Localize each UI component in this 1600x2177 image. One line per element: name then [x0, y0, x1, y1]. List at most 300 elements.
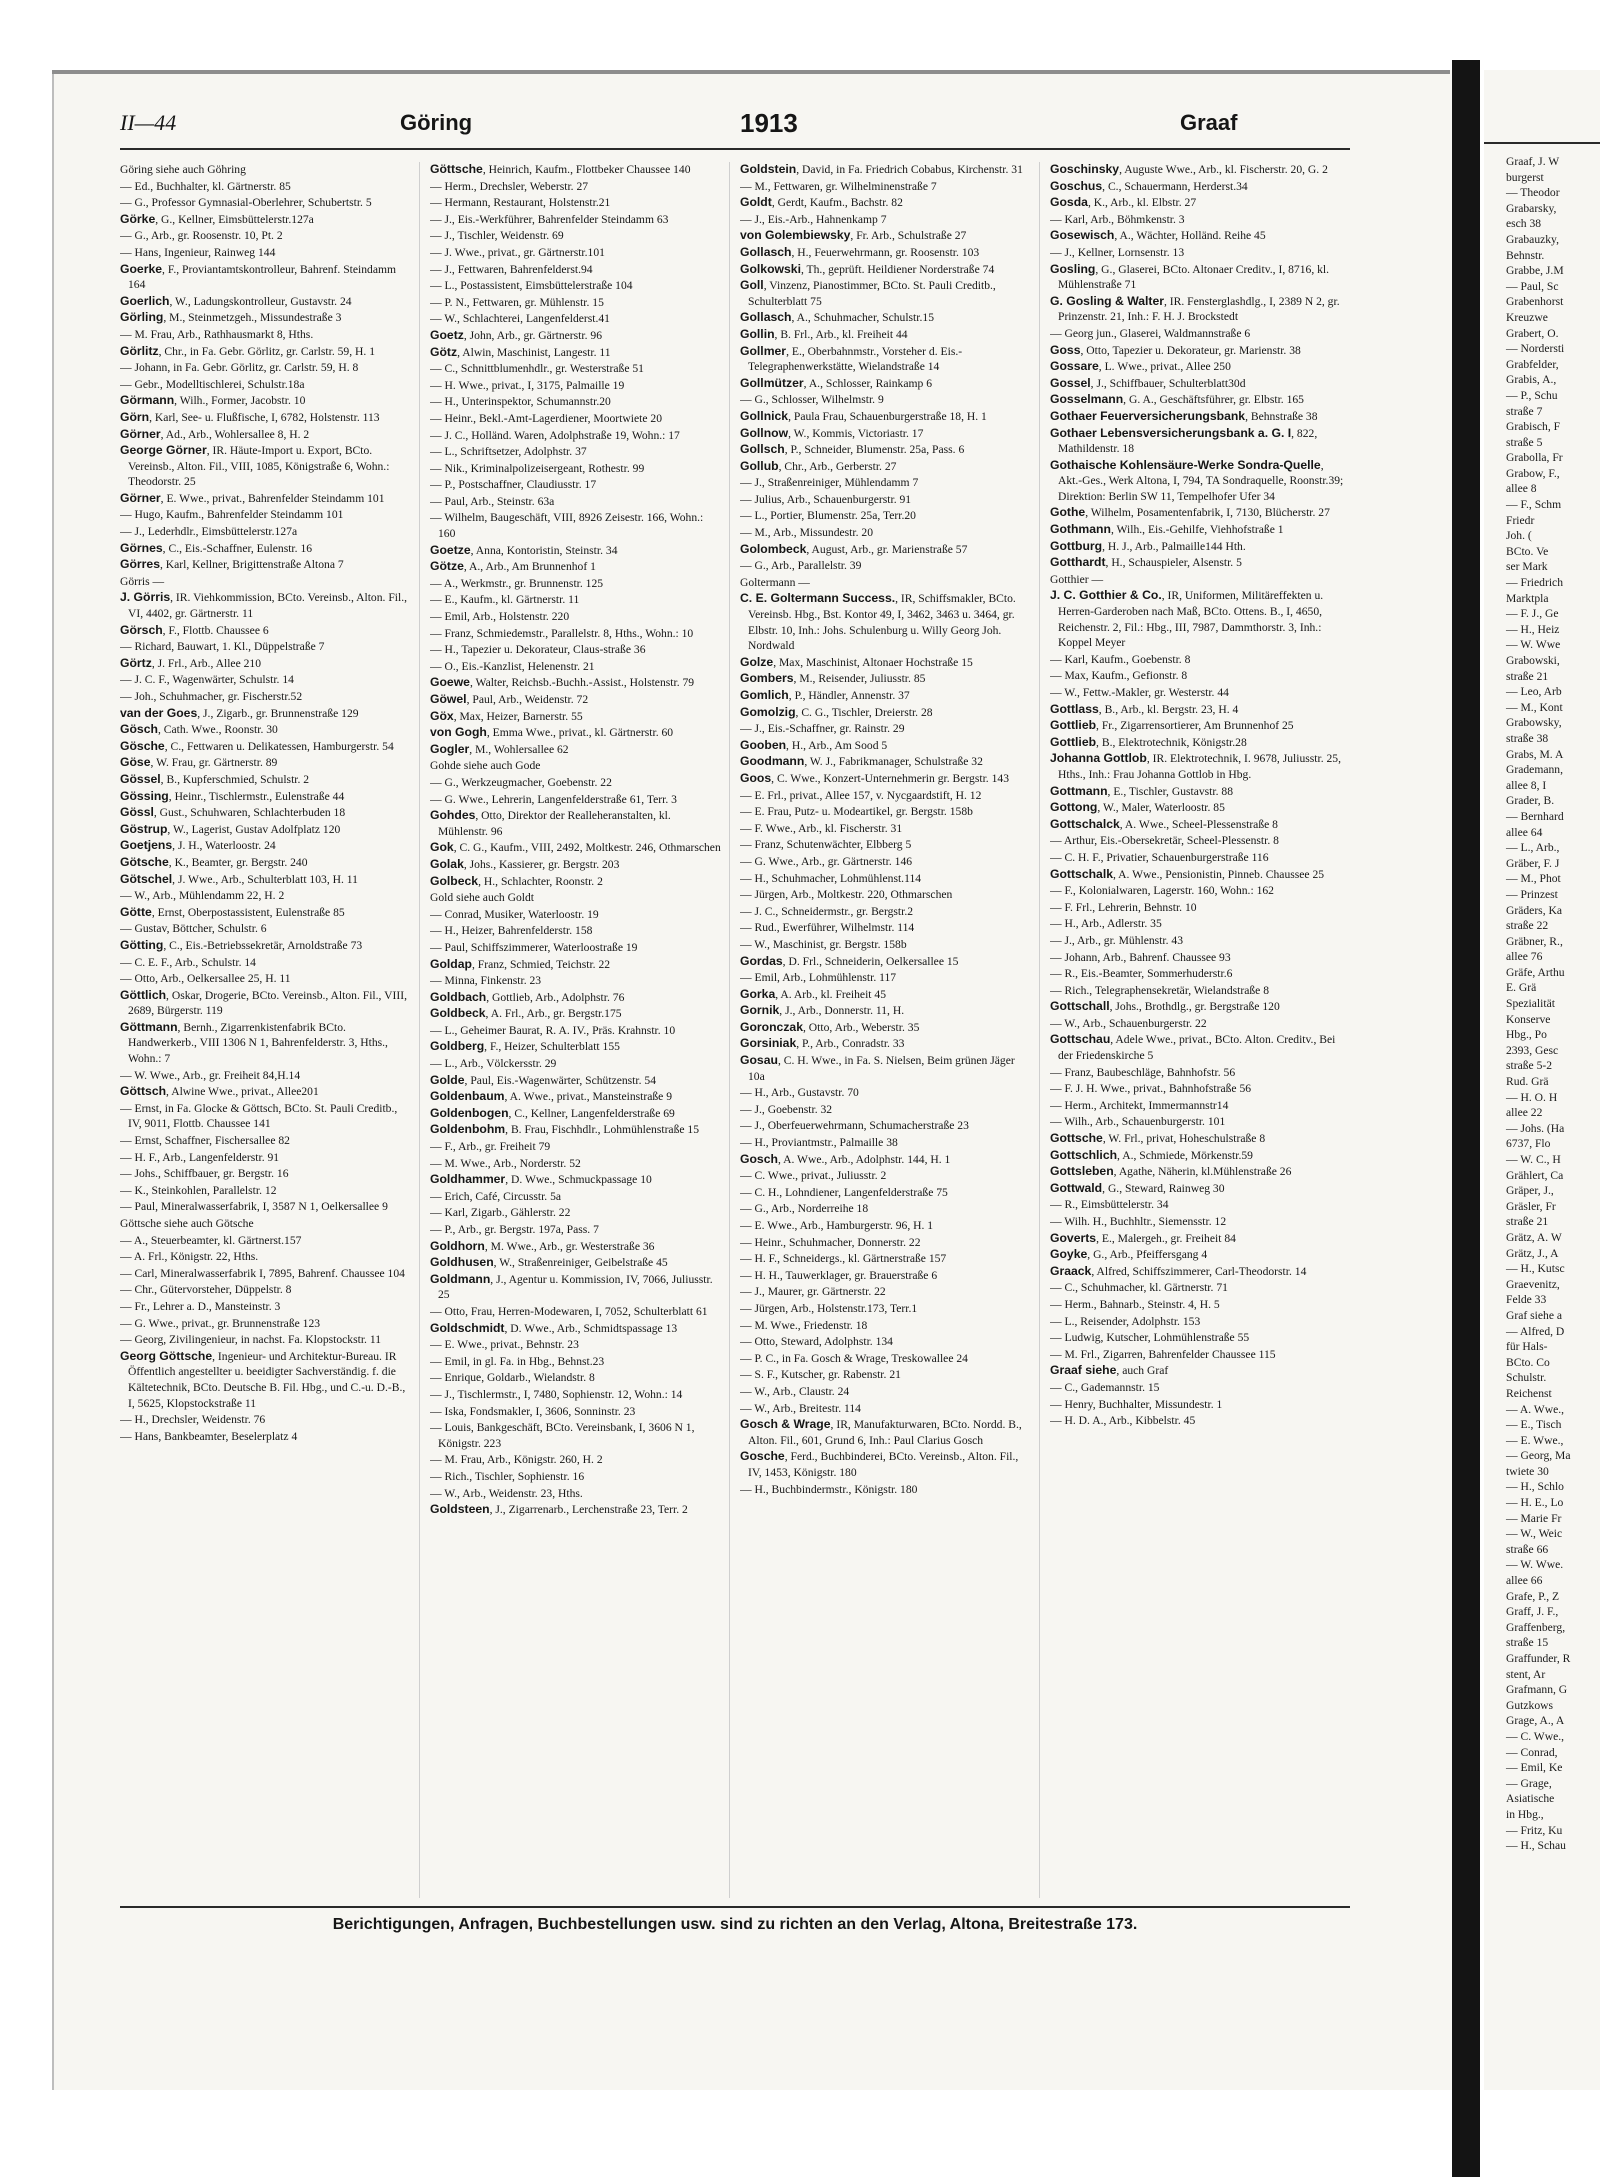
- next-page-line: E. Grä: [1506, 981, 1537, 995]
- directory-entry: — Iska, Fondsmakler, I, 3606, Sonninstr. 23: [430, 1404, 636, 1418]
- directory-column-2: [430, 162, 730, 1898]
- directory-entry: Goldenbaum, A. Wwe., privat., Mansteinstraße 9: [430, 1089, 673, 1104]
- next-page-line: Grabs, M. A: [1506, 747, 1564, 761]
- next-page-line: straße 5: [1506, 435, 1543, 449]
- directory-entry: — J., Kellner, Lornsenstr. 13: [1050, 245, 1185, 259]
- directory-entry: Göttsche siehe auch Götsche: [120, 1217, 254, 1230]
- directory-entry: — Johann, in Fa. Gebr. Görlitz, gr. Carlstr. 59, H. 8: [120, 361, 359, 375]
- directory-entry: Goerke, F., Proviantamtskontrolleur, Bahrenf. Steindamm 164: [120, 261, 397, 292]
- directory-entry: — W., Arb., Mühlendamm 22, H. 2: [120, 889, 285, 903]
- directory-entry: — J., Goebenstr. 32: [740, 1102, 833, 1116]
- directory-entry: — J., Fettwaren, Bahrenfelderst.94: [430, 262, 593, 276]
- directory-entry: Goos, C. Wwe., Konzert-Unternehmerin gr. Bergstr. 143: [740, 770, 1009, 785]
- directory-entry: — Minna, Finkenstr. 23: [430, 974, 542, 988]
- directory-entry: — G. Wwe., Arb., gr. Gärtnerstr. 146: [740, 854, 913, 868]
- directory-entry: — Wilhelm, Baugeschäft, VIII, 8926 Zeisestr. 166, Wohn.: 160: [430, 511, 704, 541]
- page-number: II—44: [120, 110, 177, 135]
- next-page-line: Grabert, O.: [1506, 326, 1559, 340]
- next-page-line: Schulstr.: [1506, 1371, 1547, 1385]
- directory-entry: Gottlass, B., Arb., kl. Bergstr. 23, H. 4: [1050, 701, 1239, 716]
- directory-entry: Gosselmann, G. A., Geschäftsführer, gr. Elbstr. 165: [1050, 392, 1304, 407]
- directory-entry: Gothaische Kohlensäure-Werke Sondra-Quelle, Akt.-Ges., Werk Altona, I, 794, TA Sondraquelle, Roonstr.39; Direktion: Berlin SW 11, Tempelhofer Ufer 34: [1050, 457, 1344, 503]
- directory-entry: — E., Kaufm., kl. Gärtnerstr. 11: [430, 593, 580, 607]
- next-page-line: straße 5-2: [1506, 1059, 1553, 1073]
- directory-entry: — Louis, Bankgeschäft, BCto. Vereinsbank, I, 3606 N 1, Königstr. 223: [430, 1421, 695, 1450]
- directory-entry: — Herm., Architekt, Immermannstr14: [1050, 1098, 1229, 1112]
- next-page-line: Rud. Grä: [1506, 1075, 1549, 1089]
- next-page-line: — W. Wwe.: [1506, 1558, 1564, 1572]
- directory-entry: — Rich., Tischler, Sophienstr. 16: [430, 1469, 585, 1483]
- directory-entry: Graaf siehe, auch Graf: [1050, 1363, 1169, 1378]
- directory-entry: Gollmützer, A., Schlosser, Rainkamp 6: [740, 375, 933, 390]
- directory-entry: — Fr., Lehrer a. D., Mansteinstr. 3: [120, 1299, 281, 1313]
- directory-entry: Götze, A., Arb., Am Brunnenhof 1: [430, 559, 596, 574]
- directory-entry: Göx, Max, Heizer, Barnerstr. 55: [430, 708, 583, 723]
- directory-entry: Gollub, Chr., Arb., Gerberstr. 27: [740, 458, 897, 473]
- directory-entry: — Max, Kaufm., Gefionstr. 8: [1050, 669, 1188, 683]
- directory-entry: Golkowski, Th., geprüft. Heildiener Norderstraße 74: [740, 261, 995, 276]
- next-page-line: allee 64: [1506, 825, 1543, 839]
- directory-entry: — R., Eis.-Beamter, Sommerhuderstr.6: [1050, 967, 1233, 981]
- next-page-line: — A. Wwe.,: [1506, 1402, 1565, 1416]
- directory-entry: — H., Drechsler, Weidenstr. 76: [120, 1413, 266, 1427]
- header-first-name: Göring: [400, 110, 473, 135]
- directory-entry: von Golembiewsky, Fr. Arb., Schulstraße 27: [740, 228, 967, 243]
- directory-entry: Gottsche, W. Frl., privat, Hoheschulstraße 8: [1050, 1131, 1266, 1146]
- next-page-line: Kreuzwe: [1506, 310, 1548, 324]
- directory-entry: — Emil, in gl. Fa. in Hbg., Behnst.23: [430, 1354, 605, 1368]
- directory-entry: Gollasch, A., Schuhmacher, Schulstr.15: [740, 310, 934, 325]
- directory-entry: Goyke, G., Arb., Pfeiffersgang 4: [1050, 1247, 1208, 1262]
- directory-entry: — Emil, Arb., Holstenstr. 220: [430, 610, 570, 624]
- directory-entry: Goldbeck, A. Frl., Arb., gr. Bergstr.175: [430, 1006, 622, 1021]
- directory-entry: — F. Wwe., Arb., kl. Fischerstr. 31: [740, 821, 903, 835]
- directory-entry: — C. Wwe., privat., Juliusstr. 2: [740, 1169, 887, 1183]
- directory-entry: — J., Eis.-Schaffner, gr. Rainstr. 29: [740, 722, 905, 736]
- directory-entry: — M. Wwe., Arb., Norderstr. 52: [430, 1156, 581, 1170]
- directory-entry: — H., Heizer, Bahrenfelderstr. 158: [430, 924, 593, 938]
- directory-entry: Gollnow, W., Kommis, Victoriastr. 17: [740, 425, 924, 440]
- next-page-line: Grabfelder,: [1506, 357, 1559, 371]
- directory-entry: — Franz, Schutenwächter, Elbberg 5: [740, 838, 912, 852]
- next-page-line: Grabenhorst: [1506, 295, 1564, 309]
- next-page-line: Grademann,: [1506, 763, 1563, 777]
- next-page-line: — Friedrich: [1506, 576, 1563, 590]
- directory-entry: Gohdes, Otto, Direktor der Realleheranstalten, kl. Mühlenstr. 96: [430, 808, 671, 838]
- directory-entry: — Paul, Arb., Steinstr. 63a: [430, 494, 555, 508]
- next-page-line: straße 66: [1506, 1542, 1549, 1556]
- directory-entry: Gorsiniak, P., Arb., Conradstr. 33: [740, 1036, 905, 1051]
- directory-entry: — M., Fettwaren, gr. Wilhelminenstraße 7: [740, 179, 937, 193]
- directory-entry: — J., Maurer, gr. Gärtnerstr. 22: [740, 1285, 886, 1299]
- directory-entry: — Otto, Steward, Adolphstr. 134: [740, 1335, 893, 1349]
- next-page-line: Grabbe, J.M: [1506, 264, 1564, 278]
- directory-entry: Goetjens, J. H., Waterloostr. 24: [120, 838, 276, 853]
- directory-entry: Gösche, C., Fettwaren u. Delikatessen, Hamburgerstr. 54: [120, 738, 394, 753]
- directory-entry: — H. F., Arb., Langenfelderstr. 91: [120, 1150, 280, 1164]
- book-gutter: [1452, 60, 1480, 2177]
- directory-entry: — H., Arb., Adlerstr. 35: [1050, 917, 1162, 931]
- next-page-line: — E. Wwe.,: [1506, 1433, 1564, 1447]
- next-page-line: — H., Heiz: [1506, 622, 1560, 636]
- directory-entry: — Johs., Schiffbauer, gr. Bergstr. 16: [120, 1167, 289, 1181]
- next-page-line: ser Mark: [1506, 560, 1548, 574]
- next-page-line: Grählert, Ca: [1506, 1168, 1564, 1182]
- directory-entry: — W., Arb., Breitestr. 114: [740, 1401, 861, 1415]
- directory-entry: — Heinr., Schuhmacher, Donnerstr. 22: [740, 1235, 921, 1249]
- directory-entry: — Gebr., Modelltischlerei, Schulstr.18a: [120, 377, 305, 391]
- directory-entry: — C., Gademannstr. 15: [1050, 1380, 1160, 1394]
- next-page-line: straße 21: [1506, 1215, 1549, 1229]
- directory-entry: Göttmann, Bernh., Zigarrenkistenfabrik BCto. Handwerkerb., VIII 1306 N 1, Bahrenfelderstr. 3, Hths., Wohn.: 7: [120, 1019, 388, 1066]
- directory-entry: — E. Wwe., Arb., Hamburgerstr. 96, H. 1: [740, 1219, 934, 1232]
- next-page-line: Hbg., Po: [1506, 1028, 1547, 1042]
- next-page-line: twiete 30: [1506, 1464, 1549, 1478]
- directory-entry: Golombeck, August, Arb., gr. Marienstraße 57: [740, 541, 968, 556]
- directory-entry: — M. Frau, Arb., Königstr. 260, H. 2: [430, 1453, 603, 1467]
- directory-entry: Goldstein, David, in Fa. Friedrich Cobabus, Kirchenstr. 31: [740, 162, 1023, 176]
- next-page-line: Asiatische: [1506, 1792, 1555, 1806]
- directory-entry: — J. C., Holländ. Waren, Adolphstraße 19, Wohn.: 17: [430, 428, 680, 442]
- directory-entry: — Chr., Gütervorsteher, Düppelstr. 8: [120, 1283, 292, 1297]
- next-page-line: — L., Arb.,: [1506, 841, 1560, 855]
- directory-entry: Görres, Karl, Kellner, Brigittenstraße Altona 7: [120, 557, 344, 572]
- next-page-line: Gräber, F. J: [1506, 856, 1560, 870]
- directory-entry: Gossel, J., Schiffbauer, Schulterblatt30d: [1050, 375, 1246, 390]
- next-page-line: — W. C., H: [1506, 1153, 1561, 1166]
- directory-entry: Goldschmidt, D. Wwe., Arb., Schmidtspassage 13: [430, 1320, 678, 1335]
- directory-entry: Gomlich, P., Händler, Annenstr. 37: [740, 688, 910, 702]
- directory-entry: — Karl, Arb., Böhmkenstr. 3: [1050, 212, 1185, 226]
- next-page-line: Grabarsky,: [1506, 201, 1557, 215]
- directory-entry: Gottschalk, A. Wwe., Pensionistin, Pinneb. Chaussee 25: [1050, 866, 1325, 881]
- directory-entry: — Rich., Telegraphensekretär, Wielandstraße 8: [1050, 983, 1269, 997]
- directory-entry: — J., Lederhdlr., Eimsbüttelerstr.127a: [120, 525, 298, 539]
- directory-entry: Goronczak, Otto, Arb., Weberstr. 35: [740, 1019, 920, 1034]
- directory-entry: — J., Eis.-Arb., Hahnenkamp 7: [740, 212, 887, 226]
- directory-entry: — O., Eis.-Kanzlist, Helenenstr. 21: [430, 659, 595, 673]
- next-page-line: — C. Wwe.,: [1506, 1729, 1565, 1743]
- directory-entry: — Emil, Arb., Lohmühlenstr. 117: [740, 971, 897, 985]
- directory-entry: — J. C., Schneidermstr., gr. Bergstr.2: [740, 904, 914, 918]
- next-page-line: Graffunder, R: [1506, 1652, 1571, 1665]
- directory-entry: Gollnick, Paula Frau, Schauenburgerstraße 18, H. 1: [740, 408, 987, 423]
- directory-entry: — C. H. F., Privatier, Schauenburgerstraße 116: [1050, 850, 1269, 864]
- directory-entry: — Wilh. H., Buchhltr., Siemensstr. 12: [1050, 1215, 1227, 1228]
- directory-entry: Gotthardt, H., Schauspieler, Alsenstr. 5: [1050, 555, 1242, 570]
- directory-entry: Gottsleben, Agathe, Näherin, kl.Mühlenstraße 26: [1050, 1164, 1292, 1179]
- next-page-line: — F. J., Ge: [1506, 607, 1559, 621]
- directory-entry: — Jürgen, Arb., Moltkestr. 220, Othmarschen: [740, 888, 953, 902]
- directory-entry: — Hans, Ingenieur, Rainweg 144: [120, 245, 276, 259]
- directory-entry: Gössel, B., Kupferschmied, Schulstr. 2: [120, 771, 310, 786]
- next-page-line: — H., Schau: [1506, 1839, 1566, 1853]
- next-page-line: Grabowsky,: [1506, 716, 1562, 730]
- next-page-line: Friedr: [1506, 513, 1535, 527]
- directory-entry: — F., Arb., gr. Freiheit 79: [430, 1140, 551, 1154]
- directory-entry: — G., Schlosser, Wilhelmstr. 9: [740, 393, 884, 407]
- directory-entry: Johanna Gottlob, IR. Elektrotechnik, I. 9678, Juliusstr. 25, Hths., Inh.: Frau Johanna Gottlob in Hbg.: [1050, 751, 1342, 781]
- directory-entry: Goetze, Anna, Kontoristin, Steinstr. 34: [430, 542, 618, 557]
- directory-entry: — G. Wwe., privat., gr. Brunnenstraße 123: [120, 1316, 321, 1330]
- next-page-line: burgerst: [1506, 170, 1544, 184]
- directory-entry: — J., Oberfeuerwehrmann, Schumacherstraße 23: [740, 1119, 969, 1133]
- directory-entry: — Julius, Arb., Schauenburgerstr. 91: [740, 492, 912, 506]
- next-page-line: Gutzkows: [1506, 1698, 1554, 1712]
- directory-entry: — Joh., Schuhmacher, gr. Fischerstr.52: [120, 690, 303, 703]
- directory-entry: — Herm., Drechsler, Weberstr. 27: [430, 179, 589, 193]
- directory-entry: Goltermann —: [740, 575, 810, 589]
- directory-entry: G. Gosling & Walter, IR. Fensterglashdlg., I, 2389 N 2, gr. Prinzenstr. 21, Inh.: F. H. J. Brockstedt: [1050, 293, 1340, 324]
- next-page-line: — E., Tisch: [1506, 1418, 1562, 1432]
- directory-entry: — C., Schnittblumenhdlr., gr. Westerstraße 51: [430, 362, 644, 376]
- directory-entry: — Erich, Café, Circusstr. 5a: [430, 1189, 562, 1203]
- directory-entry: — F. Frl., Lehrerin, Behnstr. 10: [1050, 900, 1197, 914]
- next-page-line: straße 38: [1506, 731, 1549, 745]
- next-page-line: Grader, B.: [1506, 794, 1555, 808]
- directory-entry: — Hermann, Restaurant, Holstenstr.21: [430, 196, 611, 210]
- directory-entry: Gosche, Ferd., Buchbinderei, BCto. Vereinsb., Alton. Fil., IV, 1453, Königstr. 180: [740, 1449, 1019, 1479]
- directory-entry: — W., Arb., Schauenburgerstr. 22: [1050, 1016, 1207, 1030]
- directory-entry: — F. J. H. Wwe., privat., Bahnhofstraße 56: [1050, 1082, 1252, 1096]
- directory-entry: — M. Frl., Zigarren, Bahrenfelder Chaussee 115: [1050, 1347, 1276, 1361]
- next-page-line: — W., Weic: [1506, 1527, 1563, 1541]
- next-page-line: — Grage,: [1506, 1776, 1552, 1790]
- directory-columns: [120, 162, 1350, 1898]
- directory-entry: — E. Wwe., privat., Behnstr. 23: [430, 1338, 579, 1352]
- directory-entry: Görmann, Wilh., Former, Jacobstr. 10: [120, 393, 306, 408]
- directory-entry: Gottschlich, A., Schmiede, Mörkenstr.59: [1050, 1147, 1253, 1162]
- directory-entry: Gosewisch, A., Wächter, Holländ. Reihe 45: [1050, 228, 1266, 243]
- directory-entry: Gornik, J., Arb., Donnerstr. 11, H.: [740, 1003, 905, 1018]
- directory-entry: — M., Arb., Missundestr. 20: [740, 526, 874, 540]
- next-page-line: — Marie Fr: [1506, 1511, 1562, 1525]
- publisher-notice: Berichtigungen, Anfragen, Buchbestellungen usw. sind zu richten an den Verlag, Altona, Breitestraße 173.: [120, 1906, 1350, 1938]
- next-page-line: in Hbg.,: [1506, 1807, 1544, 1821]
- next-page-line: Grabis, A.,: [1506, 373, 1557, 387]
- next-page-line: Graff, J. F.,: [1506, 1605, 1559, 1619]
- next-page-line: — Bernhard: [1506, 809, 1564, 823]
- directory-entry: — Richard, Bauwart, 1. Kl., Düppelstraße 7: [120, 640, 325, 654]
- directory-entry: Götting, C., Eis.-Betriebssekretär, Arnoldstraße 73: [120, 937, 363, 952]
- next-page-line: — M., Phot: [1506, 872, 1561, 886]
- directory-entry: — H. Wwe., privat., I, 3175, Palmaille 19: [430, 378, 625, 392]
- next-page-line: Grabowski,: [1506, 654, 1560, 667]
- next-page-lines: [1484, 154, 1600, 1854]
- directory-entry: — P., Postschaffner, Claudiusstr. 17: [430, 478, 597, 492]
- next-page-line: — H., Kutsc: [1506, 1262, 1565, 1276]
- directory-entry: Göttsche, Heinrich, Kaufm., Flottbeker Chaussee 140: [430, 162, 691, 176]
- directory-entry: Görlitz, Chr., in Fa. Gebr. Görlitz, gr. Carlstr. 59, H. 1: [120, 343, 375, 358]
- directory-entry: Götte, Ernst, Oberpostassistent, Eulenstraße 85: [120, 904, 345, 919]
- directory-entry: — Ernst, in Fa. Glocke & Göttsch, BCto. St. Pauli Creditb., IV, 9011, Flottb. Chaussee 141: [120, 1101, 398, 1131]
- directory-entry: Görtz, J. Frl., Arb., Allee 210: [120, 655, 262, 670]
- next-page-line: allee 8: [1506, 482, 1537, 496]
- directory-entry: Goldt, Gerdt, Kaufm., Bachstr. 82: [740, 195, 903, 210]
- directory-entry: — F., Kolonialwaren, Lagerstr. 160, Wohn.: 162: [1050, 884, 1274, 898]
- next-page-line: Gräper, J.,: [1506, 1184, 1554, 1198]
- directory-entry: Gosch & Wrage, IR, Manufakturwaren, BCto. Nordd. B., Alton. Fil., 601, Grund 6, Inh.: Paul Clarius Gosch: [740, 1417, 1022, 1447]
- next-page-line: Grabow, F.,: [1506, 466, 1560, 480]
- directory-entry: Gosda, K., Arb., kl. Elbstr. 27: [1050, 195, 1197, 210]
- next-page-line: 2393, Gesc: [1506, 1043, 1559, 1057]
- directory-entry: — J. C. F., Wagenwärter, Schulstr. 14: [120, 673, 294, 687]
- directory-entry: — H., Arb., Gustavstr. 70: [740, 1086, 859, 1100]
- directory-entry: Goldhammer, D. Wwe., Schmuckpassage 10: [430, 1172, 652, 1187]
- directory-entry: — H., Schuhmacher, Lohmühlenst.114: [740, 871, 922, 885]
- directory-entry: Görn, Karl, See- u. Flußfische, I, 6782, Holstenstr. 113: [120, 409, 380, 424]
- directory-entry: — K., Steinkohlen, Parallelstr. 12: [120, 1183, 277, 1197]
- directory-entry: Gothe, Wilhelm, Posamentenfabrik, I, 7130, Blücherstr. 27: [1050, 505, 1330, 520]
- directory-column-3: [740, 162, 1040, 1898]
- header-last-name: Graaf: [1180, 110, 1238, 135]
- directory-entry: Goldhusen, W., Straßenreiniger, Geibelstraße 45: [430, 1255, 668, 1270]
- directory-entry: George Görner, IR. Häute-Import u. Export, BCto. Vereinsb., Alton. Fil., VIII, 1085, Königstraße 6, Wohn.: Theodorstr. 25: [120, 443, 390, 489]
- directory-entry: Göttlich, Oskar, Drogerie, BCto. Vereinsb., Alton. Fil., VIII, 2689, Bürgerstr. 119: [120, 987, 407, 1018]
- directory-entry: — Nik., Kriminalpolizeisergeant, Rothestr. 99: [430, 461, 645, 475]
- directory-entry: — H., Unterinspektor, Schumannstr.20: [430, 395, 611, 409]
- directory-entry: Graack, Alfred, Schiffszimmerer, Carl-Theodorstr. 14: [1050, 1263, 1307, 1278]
- directory-entry: Gösch, Cath. Wwe., Roonstr. 30: [120, 722, 278, 737]
- directory-entry: Goldsteen, J., Zigarrenarb., Lerchenstraße 23, Terr. 2: [430, 1502, 688, 1517]
- next-page-line: — F., Schm: [1506, 498, 1562, 512]
- next-page-line: — Leo, Arb: [1506, 685, 1562, 699]
- directory-entry: — Otto, Frau, Herren-Modewaren, I, 7052, Schulterblatt 61: [430, 1304, 708, 1318]
- directory-entry: — Hans, Bankbeamter, Beselerplatz 4: [120, 1429, 298, 1443]
- directory-entry: — E. Frl., privat., Allee 157, v. Nycgaardstift, H. 12: [740, 788, 982, 802]
- directory-entry: Göse, W. Frau, gr. Gärtnerstr. 89: [120, 755, 278, 770]
- directory-entry: Gok, C. G., Kaufm., VIII, 2492, Moltkestr. 246, Othmarschen: [430, 840, 721, 855]
- directory-entry: — P., Arb., gr. Bergstr. 197a, Pass. 7: [430, 1223, 599, 1236]
- directory-entry: — W., Maschinist, gr. Bergstr. 158b: [740, 937, 907, 951]
- directory-entry: Gössl, Gust., Schuhwaren, Schlachterbuden 18: [120, 805, 346, 820]
- directory-entry: — Arthur, Eis.-Obersekretär, Scheel-Plessenstr. 8: [1050, 834, 1279, 848]
- directory-entry: von Gogh, Emma Wwe., privat., kl. Gärtnerstr. 60: [430, 725, 674, 740]
- next-page-line: Grafmann, G: [1506, 1683, 1568, 1697]
- directory-entry: Görner, E. Wwe., privat., Bahrenfelder Steindamm 101: [120, 490, 385, 505]
- top-border: [52, 70, 1450, 74]
- directory-entry: Goll, Vinzenz, Pianostimmer, BCto. St. Pauli Creditb., Schulterblatt 75: [740, 278, 996, 308]
- directory-entry: Gollin, B. Frl., Arb., kl. Freiheit 44: [740, 326, 908, 341]
- directory-entry: Gossare, L. Wwe., privat., Allee 250: [1050, 359, 1231, 374]
- next-page-line: Gräders, Ka: [1506, 903, 1563, 917]
- next-page-line: 6737, Flo: [1506, 1137, 1551, 1151]
- next-page-line: BCto. Co: [1506, 1355, 1550, 1369]
- directory-column-4: [1050, 162, 1350, 1898]
- next-page-line: — Theodor: [1506, 186, 1560, 200]
- directory-entry: — W., Arb., Weidenstr. 23, Hths.: [430, 1486, 583, 1500]
- directory-entry: Gosling, G., Glaserei, BCto. Altonaer Creditv., I, 8716, kl. Mühlenstraße 71: [1050, 261, 1330, 292]
- directory-entry: — Georg, Zivilingenieur, in nachst. Fa. Klopstockstr. 11: [120, 1333, 382, 1347]
- directory-entry: — Franz, Baubeschläge, Bahnhofstr. 56: [1050, 1065, 1236, 1079]
- directory-entry: — A. Frl., Königstr. 22, Hths.: [120, 1250, 259, 1264]
- next-page-line: Grage, A., A: [1506, 1714, 1565, 1728]
- next-page-line: — M., Kont: [1506, 700, 1563, 714]
- next-page-strip: [1484, 70, 1600, 2090]
- next-page-line: Gräbner, R.,: [1506, 934, 1563, 948]
- directory-entry: Goschinsky, Auguste Wwe., Arb., kl. Fischerstr. 20, G. 2: [1050, 162, 1328, 176]
- directory-entry: Gottwald, G., Steward, Rainweg 30: [1050, 1180, 1225, 1195]
- directory-entry: — Heinr., Bekl.-Amt-Lagerdiener, Moortwiete 20: [430, 411, 662, 425]
- directory-entry: Göttsch, Alwine Wwe., privat., Allee201: [120, 1084, 319, 1099]
- next-page-line: Reichenst: [1506, 1386, 1552, 1400]
- directory-entry: — G., Arb., gr. Roosenstr. 10, Pt. 2: [120, 229, 283, 243]
- next-page-line: Grabisch, F: [1506, 420, 1561, 434]
- directory-entry: — W., Arb., Claustr. 24: [740, 1384, 850, 1398]
- directory-entry: Gombers, M., Reisender, Juliusstr. 85: [740, 671, 926, 686]
- directory-entry: — Wilh., Arb., Schauenburgerstr. 101: [1050, 1115, 1226, 1129]
- directory-entry: — H., Proviantmstr., Palmaille 38: [740, 1136, 898, 1150]
- directory-entry: — Gustav, Böttcher, Schulstr. 6: [120, 922, 267, 936]
- directory-entry: — G., Arb., Norderreihe 18: [740, 1202, 869, 1216]
- directory-entry: — Paul, Mineralwasserfabrik, I, 3587 N 1, Oelkersallee 9: [120, 1200, 388, 1214]
- directory-entry: Gottong, W., Maler, Waterloostr. 85: [1050, 800, 1225, 815]
- directory-entry: — Ernst, Schaffner, Fischersallee 82: [120, 1134, 290, 1148]
- directory-entry: Gohde siehe auch Gode: [430, 759, 541, 773]
- directory-entry: — Carl, Mineralwasserfabrik I, 7895, Bahrenf. Chaussee 104: [120, 1266, 405, 1280]
- directory-entry: Goldenbohm, B. Frau, Fischhdlr., Lohmühlenstraße 15: [430, 1122, 700, 1137]
- directory-entry: Golze, Max, Maschinist, Altonaer Hochstraße 15: [740, 654, 973, 669]
- directory-entry: — Henry, Buchhalter, Missundestr. 1: [1050, 1397, 1223, 1411]
- directory-entry: — C. H., Lohndiener, Langenfelderstraße 75: [740, 1185, 948, 1199]
- directory-entry: Görling, M., Steinmetzgeh., Missundestraße 3: [120, 310, 342, 325]
- directory-entry: Goldmann, J., Agentur u. Kommission, IV, 7066, Juliusstr. 25: [430, 1271, 713, 1302]
- next-page-line: — W. Wwe: [1506, 638, 1561, 652]
- directory-entry: — Otto, Arb., Oelkersallee 25, H. 11: [120, 972, 291, 986]
- directory-entry: Goverts, E., Malergeh., gr. Freiheit 84: [1050, 1230, 1236, 1245]
- directory-entry: — J., Eis.-Werkführer, Bahrenfelder Steindamm 63: [430, 212, 669, 226]
- directory-entry: Göstrup, W., Lagerist, Gustav Adolfplatz 120: [120, 821, 341, 836]
- directory-entry: Gottlieb, B., Elektrotechnik, Königstr.28: [1050, 734, 1247, 749]
- directory-entry: — W., Fettw.-Makler, gr. Westerstr. 44: [1050, 686, 1229, 699]
- directory-entry: Gothaer Lebensversicherungsbank a. G. I, 822, Mathildenstr. 18: [1050, 425, 1318, 456]
- directory-entry: — L., Portier, Blumenstr. 25a, Terr.20: [740, 509, 916, 523]
- directory-entry: Görke, G., Kellner, Eimsbüttelerstr.127a: [120, 211, 314, 226]
- directory-entry: — Karl, Kaufm., Goebenstr. 8: [1050, 652, 1191, 666]
- directory-entry: Gordas, D. Frl., Schneiderin, Oelkersallee 15: [740, 953, 959, 968]
- directory-entry: Goodmann, W. J., Fabrikmanager, Schulstraße 32: [740, 754, 983, 769]
- directory-entry: Götschel, J. Wwe., Arb., Schulterblatt 103, H. 11: [120, 871, 358, 886]
- next-page-line: — Prinzest: [1506, 887, 1558, 901]
- directory-entry: Görsch, F., Flottb. Chaussee 6: [120, 622, 269, 637]
- directory-entry: Goldbach, Gottlieb, Arb., Adolphstr. 76: [430, 989, 625, 1004]
- directory-entry: — Johann, Arb., Bahrenf. Chaussee 93: [1050, 950, 1231, 964]
- directory-entry: Gollmer, E., Oberbahnmstr., Vorsteher d. Eis.-Telegraphenwerkstätte, Wielandstraße 14: [740, 343, 963, 374]
- directory-entry: — M. Frau, Arb., Rathhausmarkt 8, Hths.: [120, 327, 314, 341]
- directory-entry: J. Görris, IR. Viehkommission, BCto. Vereinsb., Alton. Fil., VI, 4402, gr. Gärtnerstr. 11: [120, 590, 408, 621]
- directory-entry: — R., Eimsbüttelerstr. 34: [1050, 1198, 1169, 1212]
- next-page-line: Konserve: [1506, 1012, 1551, 1026]
- next-page-line: — Conrad,: [1506, 1745, 1558, 1759]
- next-page-line: — H. O. H: [1506, 1090, 1558, 1104]
- directory-column-1: [120, 162, 420, 1898]
- directory-entry: — Rud., Ewerführer, Wilhelmstr. 114: [740, 921, 915, 935]
- directory-entry: — L., Postassistent, Eimsbüttelerstraße 104: [430, 279, 633, 293]
- next-page-line: straße 22: [1506, 919, 1549, 933]
- directory-entry: — Jürgen, Arb., Holstenstr.173, Terr.1: [740, 1301, 918, 1315]
- next-page-line: — Alfred, D: [1506, 1324, 1565, 1338]
- directory-entry: Görner, Ad., Arb., Wohlersallee 8, H. 2: [120, 426, 310, 441]
- next-page-line: — Fritz, Ku: [1506, 1823, 1563, 1837]
- next-page-line: straße 7: [1506, 404, 1543, 418]
- directory-entry: Goschus, C., Schauermann, Herderst.34: [1050, 178, 1248, 193]
- directory-entry: Goetz, John, Arb., gr. Gärtnerstr. 96: [430, 327, 603, 342]
- next-page-line: Graaf, J. W: [1506, 155, 1560, 168]
- directory-entry: — G., Arb., Parallelstr. 39: [740, 559, 862, 573]
- directory-entry: — L., Geheimer Baurat, R. A. IV., Präs. Krahnstr. 10: [430, 1023, 676, 1037]
- directory-entry: — L., Arb., Völckersstr. 29: [430, 1057, 557, 1071]
- directory-entry: Gothaer Feuerversicherungsbank, Behnstraße 38: [1050, 408, 1318, 423]
